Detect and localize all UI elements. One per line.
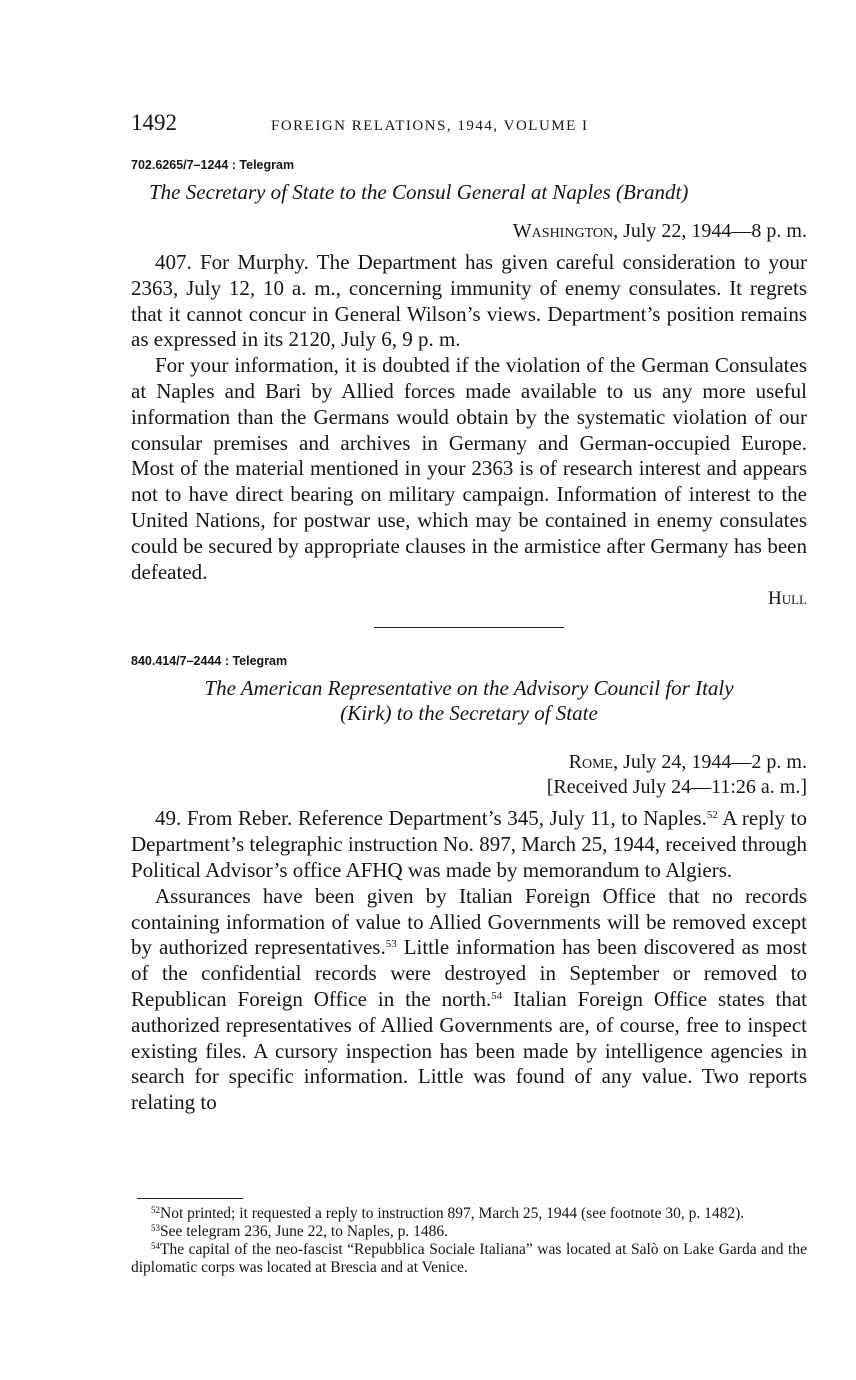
paragraph-text: A reply to Department’s telegraphic instruction No. 897, March 25, 1944, received through Political Advisor’s office AFHQ was made by memorandum to Algiers. xyxy=(131,806,807,882)
running-head xyxy=(131,110,807,146)
file-reference-2: 840.414/7–2444 : Telegram xyxy=(131,654,288,669)
dateline-2 xyxy=(131,750,807,775)
footnote xyxy=(131,1223,807,1241)
footnote-text: Not printed; it requested a reply to instruction 897, March 25, 1944 (see footnote 30, p. 1482). xyxy=(160,1205,745,1222)
signature: Hull xyxy=(768,588,807,610)
dateline-date: , July 24, 1944—2 p. m. xyxy=(613,751,807,774)
page-number: 1492 xyxy=(131,110,177,135)
footnote-rule xyxy=(137,1198,243,1199)
dateline-1 xyxy=(131,219,807,244)
paragraph-text: Assurances have been given by Italian Foreign Office that no records containing information of value to Allied Governments will be removed except by authorized representatives. xyxy=(131,883,807,960)
footnote-text: The capital of the neo-fascist “Repubblica Sociale Italiana” was located at Salò on Lake Garda and the diplomatic corps was located at Brescia and at Venice. xyxy=(131,1241,807,1276)
dateline-place: Rome xyxy=(568,751,614,774)
paragraph-text: 49. From Reber. Reference Department’s 345, July 11, to Naples. xyxy=(155,806,707,831)
paragraph-text: Italian Foreign Office states that authorized representatives of Allied Governments are, of course, free to inspect existing files. A cursory inspection has been made by intelligence agencies in search for specific information. Little was found of any value. Two reports relating to xyxy=(131,986,808,1115)
footnote-reference[interactable]: 53 xyxy=(385,938,397,951)
received-note: [Received July 24—11:26 a. m.] xyxy=(546,776,807,799)
paragraph xyxy=(131,806,807,883)
footnote xyxy=(131,1241,807,1277)
file-reference-1: 702.6265/7–1244 : Telegram xyxy=(131,158,295,172)
document-title-1: The Secretary of State to the Consul General at Naples (Brandt) xyxy=(149,180,689,204)
footnote-reference[interactable]: 54 xyxy=(491,989,503,1002)
footnote-text: See telegram 236, June 22, to Naples, p. 1486. xyxy=(160,1223,448,1240)
dateline-place: Washington xyxy=(512,220,614,242)
footnote-marker: 54 xyxy=(151,1241,160,1251)
document-title-2-line-2: (Kirk) to the Secretary of State xyxy=(340,701,598,726)
paragraph xyxy=(131,884,807,1116)
footnote-marker: 52 xyxy=(151,1205,160,1215)
footnotes xyxy=(131,1198,807,1277)
paragraph: For your information, it is doubted if the violation of the German Consulates at Naples and Bari by Allied forces made available to us any more useful information than the Germans would obtain by the systematic violation of our consular premises and archives in Germany and German-occupied Europe. Most of the material mentioned in your 2363 is of research interest and appears not to have direct bearing on military campaign. Information of interest to the United Nations, for postwar use, which may be contained in enemy consulates could be secured by appropriate clauses in the armistice after Germany has been defeated. xyxy=(131,353,807,584)
running-title: FOREIGN RELATIONS, 1944, VOLUME I xyxy=(271,118,589,134)
section-divider xyxy=(374,627,564,628)
paragraph: 407. For Murphy. The Department has given careful consideration to your 2363, July 12, 10 a. m., concerning immunity of enemy consulates. It regrets that it cannot concur in General Wilson’s views. Department’s position remains as expressed in its 2120, July 6, 9 p. m. xyxy=(131,250,807,352)
footnote xyxy=(131,1205,807,1223)
page-body xyxy=(131,110,807,1116)
dateline-date: , July 22, 1944—8 p. m. xyxy=(613,220,807,242)
document-title-2-line-1: The American Representative on the Advisory Council for Italy xyxy=(204,676,734,701)
document-title-2 xyxy=(131,676,807,726)
footnote-reference[interactable]: 52 xyxy=(706,809,718,822)
paragraph-text: Little information has been discovered as most of the confidential records were destroyed in September or removed to Republican Foreign Office in the north. xyxy=(131,935,807,1011)
footnote-marker: 53 xyxy=(151,1223,160,1233)
